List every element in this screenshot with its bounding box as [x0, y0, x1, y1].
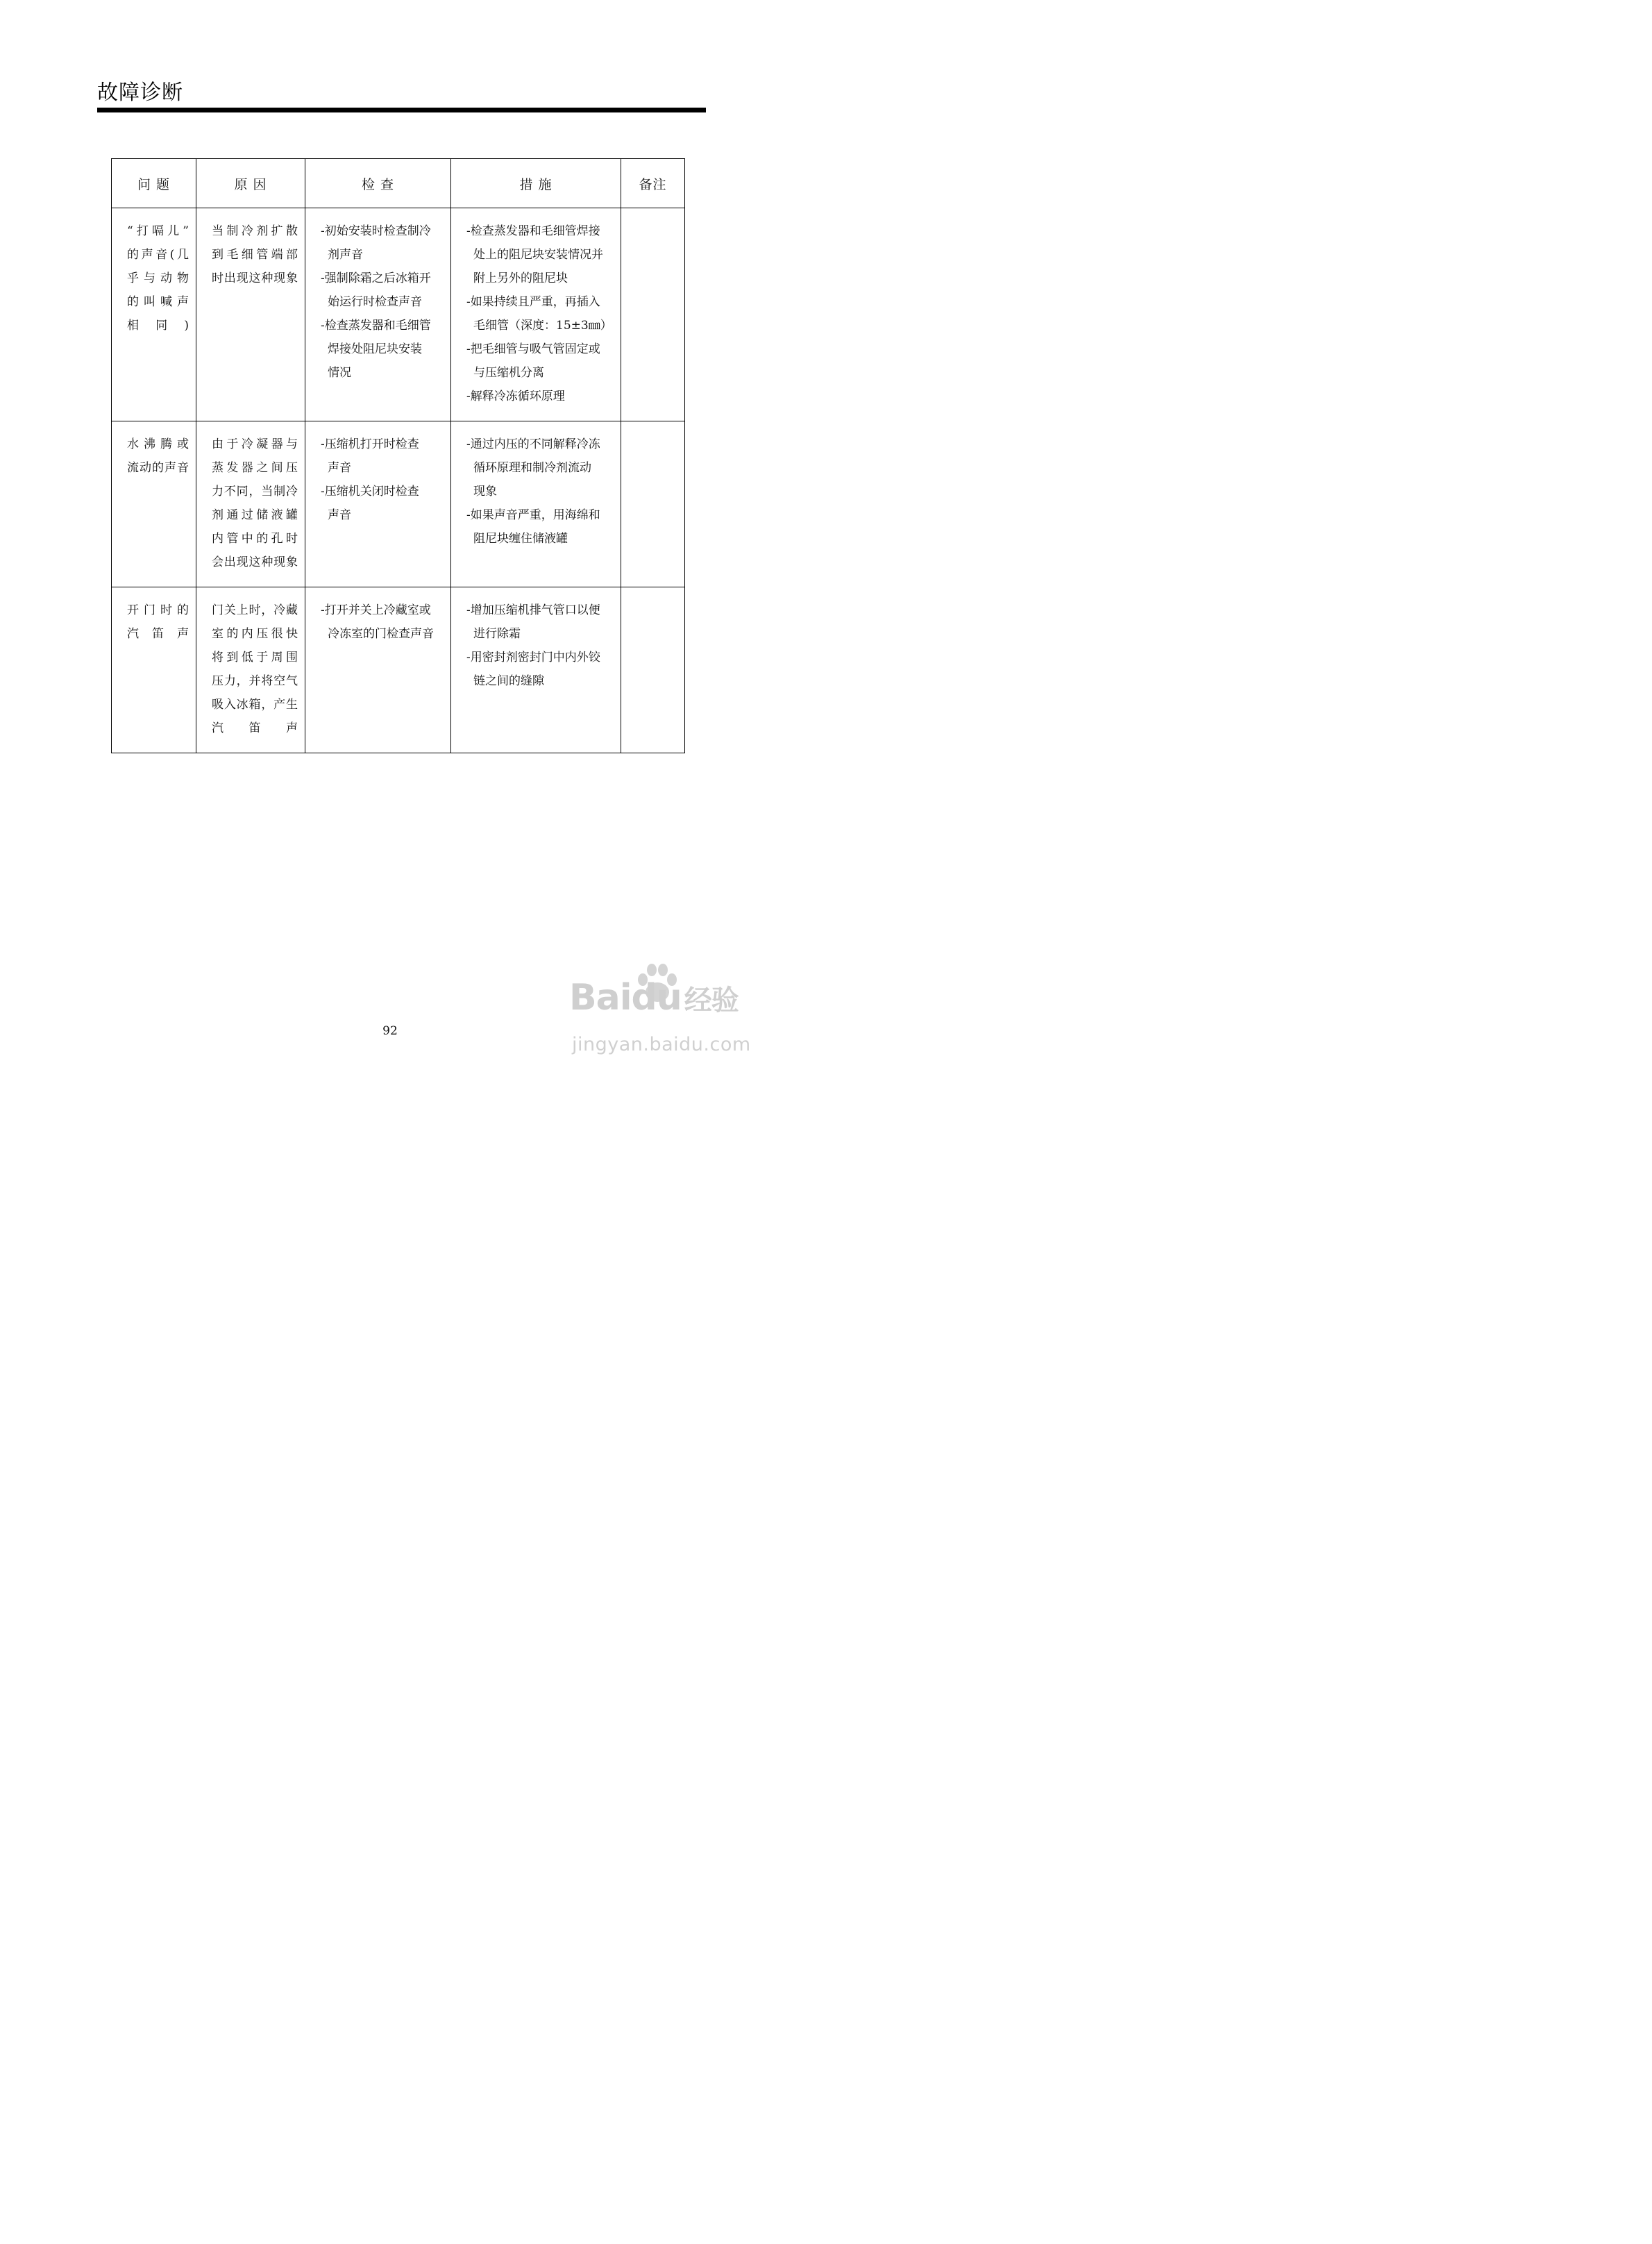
header-problem: 问 题	[112, 159, 196, 208]
baidu-watermark	[569, 962, 757, 1066]
cell-line: 始运行时检查声音	[328, 295, 422, 309]
cell-line: 附上另外的阻尼块	[473, 271, 568, 285]
cause-cell	[196, 587, 305, 753]
page-number: 92	[382, 1024, 398, 1038]
remark-cell	[621, 587, 685, 753]
cell-line: 乎与动物	[127, 271, 189, 285]
cell-line: 力不同，当制冷	[212, 485, 298, 499]
cell-line: 链之间的缝隙	[473, 674, 544, 688]
header-check: 检 查	[305, 159, 451, 208]
page-title: 故障诊断	[97, 81, 183, 105]
measure-cell	[451, 208, 621, 421]
header-row	[112, 159, 685, 208]
check-cell	[305, 587, 451, 753]
cell-line: 与压缩机分离	[473, 366, 544, 380]
cell-line: 毛细管（深度：15±3㎜）	[473, 319, 612, 333]
cell-line: -压缩机打开时检查	[321, 437, 419, 451]
check-cell	[305, 208, 451, 421]
cell-line: 处上的阻尼块安装情况并	[473, 248, 603, 262]
cell-line: 时出现这种现象	[212, 271, 298, 285]
cell-line: 流动的声音	[127, 461, 189, 475]
cell-line: 情况	[328, 366, 351, 380]
cell-line: 水沸腾或	[127, 437, 189, 451]
measure-cell	[451, 421, 621, 587]
cell-line: “打嗝儿”	[127, 224, 189, 238]
cell-line: 室的内压很快	[212, 627, 298, 641]
cell-line: 进行除霜	[473, 627, 521, 641]
cell-line: -用密封剂密封门中内外铰	[466, 651, 600, 664]
cell-line: -如果声音严重，用海绵和	[466, 508, 600, 522]
cell-line: -把毛细管与吸气管固定或	[466, 342, 600, 356]
header-measure: 措 施	[451, 159, 621, 208]
cell-line: 现象	[473, 485, 497, 499]
problem-cell	[112, 421, 196, 587]
cell-line: 阻尼块缠住储液罐	[473, 532, 568, 546]
cell-line: 会出现这种现象	[212, 555, 298, 569]
cell-line: 的叫喊声	[127, 295, 189, 309]
cell-line: -强制除霜之后冰箱开	[321, 271, 431, 285]
cell-line: 循环原理和制冷剂流动	[473, 461, 591, 475]
cell-line: -打开并关上冷藏室或	[321, 603, 431, 617]
check-cell	[305, 421, 451, 587]
cell-line: 汽笛声	[212, 721, 298, 735]
header-cause: 原 因	[196, 159, 305, 208]
title-rule	[97, 108, 706, 112]
cell-line: 声音	[328, 461, 351, 475]
cell-line: -增加压缩机排气管口以便	[466, 603, 600, 617]
cell-line: 蒸发器之间压	[212, 461, 298, 475]
cell-line: 将到低于周围	[212, 651, 298, 664]
cell-line: -如果持续且严重，再插入	[466, 295, 600, 309]
cell-line: 汽笛声	[127, 627, 189, 641]
cell-line: 内管中的孔时	[212, 532, 298, 546]
cell-line: 相同)	[127, 319, 189, 333]
cell-line: 门关上时，冷藏	[212, 603, 298, 617]
cell-line: -初始安装时检查制冷	[321, 224, 431, 238]
table-row	[112, 421, 685, 587]
cell-line: -检查蒸发器和毛细管	[321, 319, 431, 333]
cell-line: 开门时的	[127, 603, 189, 617]
cell-line: 剂通过储液罐	[212, 508, 298, 522]
cell-line: -解释冷冻循环原理	[466, 390, 565, 403]
cell-line: 当制冷剂扩散	[212, 224, 298, 238]
watermark-url: jingyan.baidu.com	[572, 1034, 751, 1055]
diagnosis-table	[111, 158, 685, 753]
measure-cell	[451, 587, 621, 753]
cell-line: 焊接处阻尼块安装	[328, 342, 422, 356]
cell-line: 吸入冰箱，产生	[212, 698, 298, 712]
cell-line: 由于冷凝器与	[212, 437, 298, 451]
table-row	[112, 208, 685, 421]
cell-line: 到毛细管端部	[212, 248, 298, 262]
cell-line: -压缩机关闭时检查	[321, 485, 419, 499]
cause-cell	[196, 421, 305, 587]
cell-line: 剂声音	[328, 248, 363, 262]
cell-line: 压力，并将空气	[212, 674, 298, 688]
watermark-brand: Baidu 经验	[569, 977, 739, 1019]
table-row	[112, 587, 685, 753]
remark-cell	[621, 208, 685, 421]
cell-line: 的声音(几	[127, 248, 189, 262]
problem-cell	[112, 208, 196, 421]
cause-cell	[196, 208, 305, 421]
remark-cell	[621, 421, 685, 587]
cell-line: 冷冻室的门检查声音	[328, 627, 434, 641]
problem-cell	[112, 587, 196, 753]
cell-line: -通过内压的不同解释冷冻	[466, 437, 600, 451]
cell-line: 声音	[328, 508, 351, 522]
header-remark: 备注	[621, 159, 685, 208]
cell-line: -检查蒸发器和毛细管焊接	[466, 224, 600, 238]
